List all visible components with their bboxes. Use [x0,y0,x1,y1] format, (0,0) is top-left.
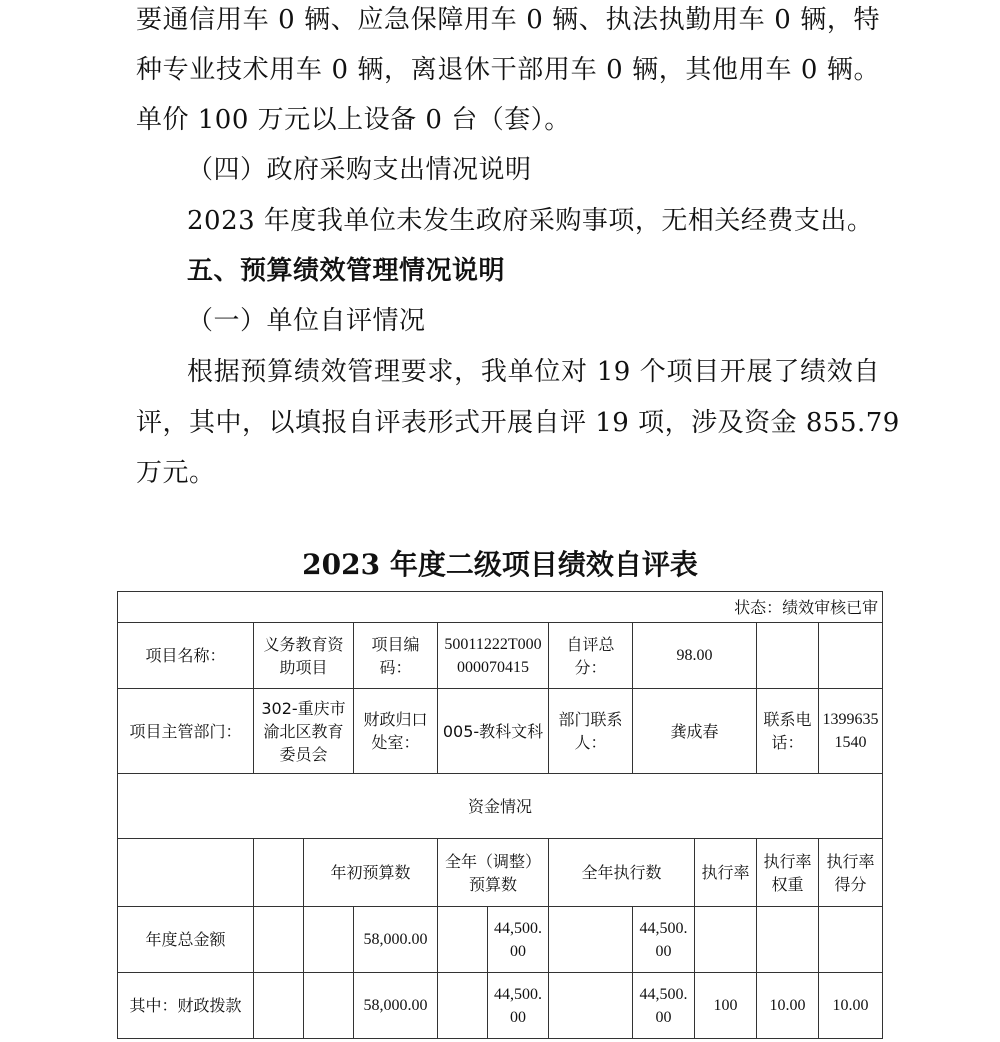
empty-cell [757,907,819,973]
paragraph-line: 2023 年度我单位未发生政府采购事项，无相关经费支出。 [187,206,874,236]
finance-office-value: 005-教科文科 [438,689,549,774]
empty-cell [549,973,633,1039]
empty-cell [304,973,354,1039]
project-name-label: 项目名称： [118,623,254,689]
phone-value: 13996351540 [819,689,883,774]
empty-cell [438,973,488,1039]
project-name: 义务教育资助项目 [254,623,354,689]
row-label-fiscal: 其中：财政拨款 [118,973,254,1039]
dept-label: 项目主管部门： [118,689,254,774]
phone-label: 联系电话： [757,689,819,774]
fiscal-rate-weight: 10.00 [757,973,819,1039]
empty-cell [438,907,488,973]
row-label-total: 年度总金额 [118,907,254,973]
funds-heading: 资金情况 [118,774,883,839]
empty-cell [549,907,633,973]
empty-cell [819,623,883,689]
col-adjusted-budget: 全年（调整）预算数 [438,839,549,907]
empty-cell [254,973,304,1039]
empty-cell [757,623,819,689]
col-rate-weight: 执行率权重 [757,839,819,907]
status-label: 状态：绩效审核已审 [118,592,883,623]
paragraph-line: 根据预算绩效管理要求，我单位对 19 个项目开展了绩效自 [187,357,880,387]
empty-cell [254,839,304,907]
contact-value: 龚成春 [633,689,757,774]
paragraph-line: 种专业技术用车 0 辆，离退休干部用车 0 辆，其他用车 0 辆。 [136,55,880,85]
section-heading: （四）政府采购支出情况说明 [187,155,532,185]
paragraph-line: 单价 100 万元以上设备 0 台（套）。 [136,105,571,135]
section-heading: 五、预算绩效管理情况说明 [187,256,506,286]
table-title: 2023 年度二级项目绩效自评表 [302,548,698,581]
col-rate-score: 执行率得分 [819,839,883,907]
total-adjusted-budget: 44,500.00 [488,907,549,973]
paragraph-line: 万元。 [136,458,216,488]
fiscal-adjusted-budget: 44,500.00 [488,973,549,1039]
finance-office-label: 财政归口处室： [354,689,438,774]
fiscal-execution-rate: 100 [695,973,757,1039]
col-initial-budget: 年初预算数 [304,839,438,907]
self-score-label: 自评总分： [549,623,633,689]
paragraph-line: 要通信用车 0 辆、应急保障用车 0 辆、执法执勤用车 0 辆，特 [136,5,880,35]
empty-cell [819,907,883,973]
fiscal-rate-score: 10.00 [819,973,883,1039]
col-execution-rate: 执行率 [695,839,757,907]
empty-cell [304,907,354,973]
self-evaluation-table [117,591,883,1039]
empty-cell [695,907,757,973]
fiscal-initial-budget: 58,000.00 [354,973,438,1039]
self-score: 98.00 [633,623,757,689]
total-initial-budget: 58,000.00 [354,907,438,973]
col-executed: 全年执行数 [549,839,695,907]
project-code-label: 项目编码： [354,623,438,689]
project-code: 50011222T000000070415 [438,623,549,689]
empty-cell [254,907,304,973]
section-heading: （一）单位自评情况 [187,306,426,336]
dept-value: 302-重庆市渝北区教育委员会 [254,689,354,774]
fiscal-executed: 44,500.00 [633,973,695,1039]
contact-label: 部门联系人： [549,689,633,774]
total-executed: 44,500.00 [633,907,695,973]
paragraph-line: 评，其中，以填报自评表形式开展自评 19 项，涉及资金 855.79 [136,408,900,438]
empty-cell [118,839,254,907]
